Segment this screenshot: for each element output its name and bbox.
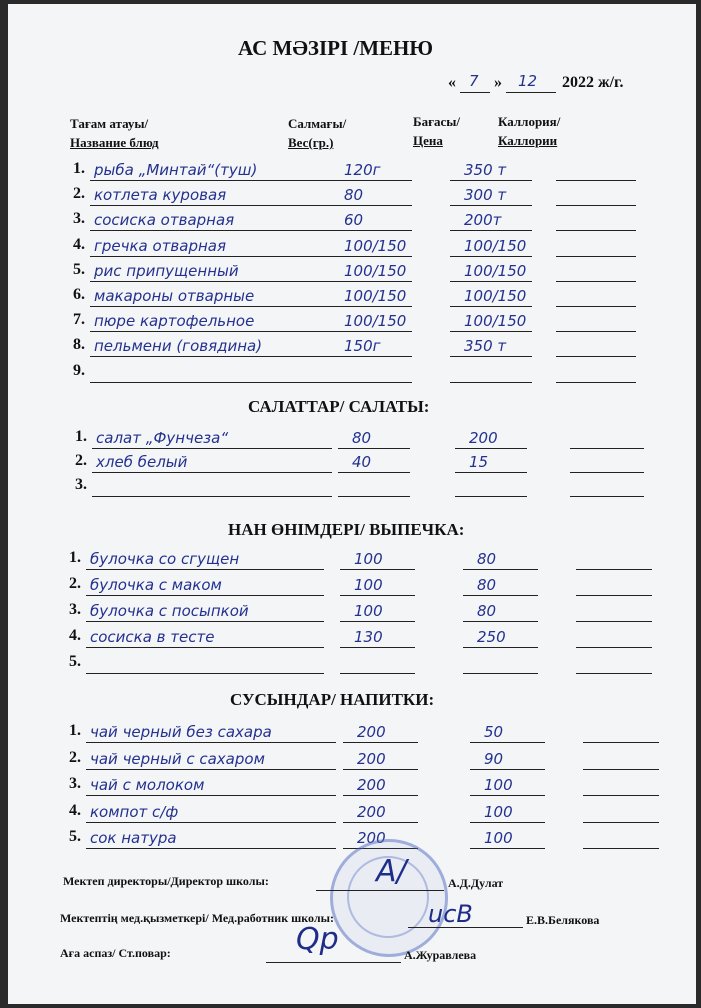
dish-name: макароны отварные <box>94 287 255 305</box>
row-number: 9. <box>73 361 85 379</box>
header-name: Тағам атауы/ Название блюд <box>70 116 159 150</box>
name-line <box>90 230 335 231</box>
name-line <box>90 205 335 206</box>
dish-weight: 40 <box>352 453 372 471</box>
header-price: Бағасы/ Цена <box>413 114 461 148</box>
row-number: 3. <box>69 775 81 792</box>
row-number: 6. <box>73 286 85 303</box>
price-line <box>450 356 532 357</box>
row-number: 3. <box>73 210 85 228</box>
weight-line <box>340 595 415 596</box>
weight-line <box>343 795 418 796</box>
cook-signature: Qp <box>296 922 339 957</box>
price-line <box>450 256 532 257</box>
calories-line <box>576 673 652 674</box>
dish-price: 250 <box>477 628 506 646</box>
dish-weight: 200 <box>357 829 386 847</box>
calories-line <box>556 205 636 206</box>
date-day: 7 <box>469 72 479 90</box>
calories-line <box>570 472 644 473</box>
calories-line <box>556 331 636 332</box>
dish-price: 90 <box>484 749 504 768</box>
weight-line <box>340 621 415 622</box>
weight-line <box>330 306 412 307</box>
dish-name: хлеб белый <box>96 453 188 471</box>
dish-name: рис припущенный <box>94 261 239 280</box>
dish-price: 100/150 <box>464 261 527 280</box>
dish-price: 80 <box>477 576 497 594</box>
price-line <box>470 742 545 743</box>
dish-price: 50 <box>484 723 504 741</box>
weight-line <box>330 230 412 231</box>
dish-price: 200т <box>464 211 502 230</box>
name-line <box>92 448 332 449</box>
price-line <box>463 569 538 570</box>
weight-line <box>330 331 412 332</box>
name-line <box>90 331 335 332</box>
weight-line <box>340 569 415 570</box>
weight-line <box>330 180 412 181</box>
dish-weight: 100 <box>354 602 383 620</box>
weight-line <box>340 647 415 648</box>
calories-line <box>570 448 644 449</box>
price-line <box>455 472 527 473</box>
weight-line <box>330 256 412 257</box>
row-number: 3. <box>75 476 87 493</box>
dish-weight: 200 <box>357 723 386 741</box>
price-line <box>470 795 545 796</box>
dish-weight: 80 <box>344 186 364 205</box>
salads-title: САЛАТТАР/ САЛАТЫ: <box>248 397 430 416</box>
price-line <box>470 822 545 823</box>
calories-line <box>583 822 659 823</box>
dish-weight: 130 <box>354 628 383 646</box>
price-line <box>450 331 532 332</box>
page-title: АС МӘЗІРІ /МЕНЮ <box>238 36 434 60</box>
row-number: 5. <box>69 828 81 845</box>
medic-label: Мектептің мед.қызметкері/ Мед.работник школы: <box>60 911 334 925</box>
weight-line <box>330 356 412 357</box>
dish-name: гречка отварная <box>94 236 227 255</box>
dish-weight: 100/150 <box>344 236 407 255</box>
price-line <box>450 281 532 282</box>
price-line <box>463 621 538 622</box>
weight-line <box>343 742 418 743</box>
weight-line <box>340 673 415 674</box>
name-line <box>86 673 324 674</box>
name-line <box>90 180 335 181</box>
name-line <box>86 595 324 596</box>
calories-line <box>583 848 659 849</box>
row-number: 1. <box>75 428 87 445</box>
calories-line <box>583 795 659 796</box>
calories-line <box>556 306 636 307</box>
price-line <box>470 848 545 849</box>
dish-weight: 120г <box>344 161 381 179</box>
dish-name: сосиска отварная <box>94 211 235 230</box>
date-month: 12 <box>518 72 538 90</box>
weight-line <box>330 205 412 206</box>
calories-line <box>556 230 636 231</box>
row-number: 4. <box>69 627 81 644</box>
dish-price: 100/150 <box>464 312 527 331</box>
dish-name: пельмени (говядина) <box>94 337 263 356</box>
dish-name: сосиска в тесте <box>90 628 215 646</box>
dish-name: булочка с посыпкой <box>90 602 249 620</box>
dish-weight: 200 <box>357 749 386 768</box>
name-line <box>86 569 324 570</box>
row-number: 5. <box>73 260 85 278</box>
dish-name: булочка с маком <box>90 576 222 594</box>
row-number: 5. <box>69 653 81 670</box>
name-line <box>86 848 336 849</box>
price-line <box>463 647 538 648</box>
calories-line <box>556 356 636 357</box>
date-year: 2022 ж/г. <box>562 74 624 91</box>
price-line <box>450 306 532 307</box>
weight-line <box>343 769 418 770</box>
calories-line <box>576 595 652 596</box>
name-line <box>86 822 336 823</box>
name-line <box>86 795 336 796</box>
director-label: Мектеп директоры/Директор школы: <box>63 874 269 888</box>
name-line <box>86 769 336 770</box>
dish-weight: 200 <box>357 776 386 794</box>
calories-line <box>556 281 636 282</box>
dish-weight: 100 <box>354 576 383 594</box>
row-number: 2. <box>73 185 85 203</box>
dish-price: 100 <box>484 829 513 847</box>
dish-weight: 100/150 <box>344 312 407 331</box>
row-number: 4. <box>69 801 81 819</box>
director-name: А.Д.Дулат <box>448 876 504 890</box>
dish-price: 80 <box>477 550 497 568</box>
dish-weight: 100/150 <box>344 261 407 280</box>
price-line <box>470 769 545 770</box>
cook-name: А.Журавлева <box>404 948 477 962</box>
price-line <box>450 382 532 383</box>
calories-line <box>556 256 636 257</box>
header-weight: Салмағы/ Вес(гр.) <box>288 116 347 150</box>
dish-name: чай с молоком <box>90 776 205 794</box>
calories-line <box>576 621 652 622</box>
dish-weight: 100/150 <box>344 287 407 305</box>
price-line <box>455 496 527 497</box>
date-close-quote: » <box>494 74 502 91</box>
dish-price: 300 т <box>464 186 507 205</box>
dish-name: чай черный с сахаром <box>90 749 265 768</box>
row-number: 1. <box>73 160 85 177</box>
calories-line <box>583 769 659 770</box>
director-signature: A/ <box>376 854 407 889</box>
dish-name: сок натура <box>90 829 177 847</box>
dish-price: 350 т <box>464 161 507 179</box>
calories-line <box>556 382 636 383</box>
drinks-title: СУСЫНДАР/ НАПИТКИ: <box>230 690 435 709</box>
dish-price: 200 <box>469 429 498 447</box>
dish-name: булочка со сгущен <box>90 550 240 568</box>
row-number: 2. <box>69 575 81 592</box>
dish-name: пюре картофельное <box>94 312 255 331</box>
weight-line <box>330 281 412 282</box>
dish-weight: 150г <box>344 337 381 356</box>
dish-price: 100 <box>484 776 513 794</box>
name-line <box>90 256 335 257</box>
row-number: 1. <box>69 549 81 566</box>
dish-price: 100/150 <box>464 236 527 255</box>
row-number: 8. <box>73 336 85 354</box>
price-line <box>463 595 538 596</box>
row-number: 2. <box>75 452 87 469</box>
dish-price: 80 <box>477 602 497 620</box>
calories-line <box>556 180 636 181</box>
price-line <box>463 673 538 674</box>
cook-label: Аға аспаз/ Ст.повар: <box>60 946 171 960</box>
calories-line <box>570 496 644 497</box>
name-line <box>92 472 332 473</box>
price-line <box>450 205 532 206</box>
price-line <box>450 180 532 181</box>
row-number: 7. <box>73 311 85 329</box>
medic-name: Е.В.Белякова <box>526 913 600 927</box>
medic-signature: ucB <box>428 900 473 928</box>
dish-price: 100 <box>484 802 513 821</box>
dish-price: 15 <box>469 453 489 471</box>
dish-weight: 80 <box>352 429 372 447</box>
weight-line <box>330 382 412 383</box>
row-number: 2. <box>69 748 81 766</box>
name-line <box>90 281 335 282</box>
name-line <box>90 382 335 383</box>
weight-line <box>338 496 410 497</box>
dish-name: котлета куровая <box>94 186 227 205</box>
name-line <box>86 742 336 743</box>
price-line <box>450 230 532 231</box>
calories-line <box>576 569 652 570</box>
header-calories: Каллория/ Каллории <box>498 114 561 148</box>
name-line <box>92 496 332 497</box>
row-number: 4. <box>73 235 85 253</box>
weight-line <box>343 822 418 823</box>
row-number: 3. <box>69 601 81 618</box>
dish-name: компот с/ф <box>90 802 179 821</box>
dish-name: салат „Фунчеза“ <box>96 429 229 447</box>
date-open-quote: « <box>448 74 456 91</box>
weight-line <box>338 472 410 473</box>
dish-name: чай черный без сахара <box>90 723 272 741</box>
dish-price: 350 т <box>464 337 507 356</box>
name-line <box>90 356 335 357</box>
dish-name: рыба „Минтай“(туш) <box>94 161 258 179</box>
dish-weight: 60 <box>344 211 364 230</box>
price-line <box>455 448 527 449</box>
bakery-title: НАН ӨНІМДЕРІ/ ВЫПЕЧКА: <box>228 520 465 539</box>
menu-sheet <box>8 4 696 1004</box>
weight-line <box>338 448 410 449</box>
row-number: 1. <box>69 722 81 739</box>
dish-weight: 100 <box>354 550 383 568</box>
name-line <box>86 647 324 648</box>
dish-weight: 200 <box>357 802 386 821</box>
name-line <box>86 621 324 622</box>
dish-price: 100/150 <box>464 287 527 305</box>
calories-line <box>583 742 659 743</box>
name-line <box>90 306 335 307</box>
calories-line <box>576 647 652 648</box>
